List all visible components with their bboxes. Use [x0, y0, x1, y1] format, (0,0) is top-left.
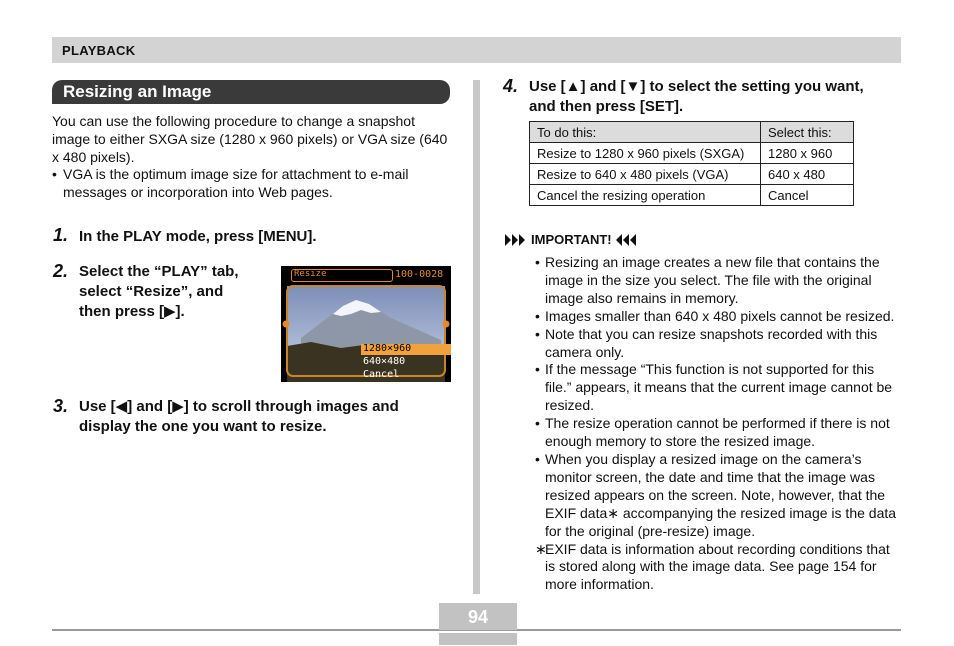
bullet-dot: • [535, 254, 540, 270]
column-divider [473, 80, 480, 594]
important-left-arrows-icon [505, 234, 527, 246]
table-row [530, 143, 854, 164]
step-3-text: Use [◀] and [▶] to scroll through images and display the one you want to resize. [79, 398, 399, 435]
intro-paragraph: You can use the following procedure to change a snapshot image to either SXGA size (1280 x 960 pixels) or VGA size (640 x 480 pixels). [52, 113, 448, 165]
intro-bullet-text: VGA is the optimum image size for attachment to e-mail messages or incorporation into Web pages. [63, 166, 409, 200]
camera-screen-image [281, 266, 451, 382]
camera-menu-title-box [291, 269, 393, 282]
list-item-text: When you display a resized image on the camera’s monitor screen, the date and time that the image was resized appears on the screen. Note, however, that the EXIF data∗ accompanying the resized image is the data for the original (pre-resize) image. [545, 450, 897, 539]
camera-option-1280: 1280×960 [363, 343, 412, 354]
important-bullet-list [535, 254, 903, 594]
important-heading [505, 232, 638, 247]
table-row [530, 185, 854, 206]
camera-option-640: 640×480 [363, 356, 406, 367]
page-number-box [439, 603, 517, 645]
table-header-row [530, 122, 854, 143]
list-item-text: The resize operation cannot be performed if there is not enough memory to store the resized image. [545, 415, 890, 450]
list-item-text: Images smaller than 640 x 480 pixels cannot be resized. [545, 307, 895, 324]
bullet-dot: • [535, 307, 540, 324]
step-2-number: 2. [53, 261, 69, 281]
list-item [535, 326, 903, 362]
table-cell: 640 x 480 [761, 164, 854, 185]
step-1-number: 1. [53, 225, 69, 245]
list-item [535, 308, 903, 326]
step-3-number: 3. [53, 396, 69, 416]
bullet-dot: • [535, 325, 540, 342]
step-4-text: Use [▲] and [▼] to select the setting you want, and then press [SET]. [529, 78, 864, 115]
list-item-text: If the message “This function is not supported for this file.” appears, it means that the current image cannot be resized. [545, 361, 893, 414]
intro-bullet [52, 165, 454, 201]
list-item [535, 361, 903, 415]
bullet-dot: • [535, 361, 540, 378]
page-number: 94 [467, 607, 489, 627]
footnote-text: EXIF data is information about recording conditions that is stored along with the image data. See page 154 for more information. [545, 540, 890, 593]
camera-option-cancel: Cancel [363, 369, 400, 380]
footnote [535, 541, 903, 595]
section-title-bar [52, 80, 450, 104]
table-header-cell: Select this: [761, 122, 854, 143]
camera-option-selected [361, 344, 451, 355]
table-cell: 1280 x 960 [761, 143, 854, 164]
list-item [535, 254, 903, 308]
table-cell: Resize to 640 x 480 pixels (VGA) [530, 164, 761, 185]
list-item [535, 415, 903, 451]
bullet-dot: • [535, 450, 540, 467]
section-header-bar [52, 37, 901, 63]
footnote-mark: ∗ [535, 540, 547, 557]
important-label: IMPORTANT! [531, 232, 612, 247]
options-table [529, 121, 854, 206]
important-right-arrows-icon [616, 234, 638, 246]
list-item-text: Note that you can resize snapshots recorded with this camera only. [545, 325, 878, 360]
table-cell: Cancel the resizing operation [530, 185, 761, 206]
table-row [530, 164, 854, 185]
step-2-text: Select the “PLAY” tab, select “Resize”, and then press [▶]. [79, 263, 239, 320]
section-header: PLAYBACK [62, 43, 136, 58]
table-cell: Cancel [761, 185, 854, 206]
bullet-dot: • [52, 166, 57, 182]
table-header-cell: To do this: [530, 122, 761, 143]
page-title: Resizing an Image [63, 82, 212, 101]
list-item [535, 451, 903, 541]
step-1-text: In the PLAY mode, press [MENU]. [79, 228, 317, 245]
step-4-number: 4. [503, 76, 519, 96]
table-cell: Resize to 1280 x 960 pixels (SXGA) [530, 143, 761, 164]
list-item-text: Resizing an image creates a new file that contains the image in the size you select. The file with the original image also remains in memory. [545, 254, 880, 306]
camera-menu-title: Resize [294, 269, 327, 279]
camera-file-number: 100-0028 [395, 269, 444, 280]
bullet-dot: • [535, 415, 540, 432]
page-number-bg-bottom [439, 633, 517, 645]
